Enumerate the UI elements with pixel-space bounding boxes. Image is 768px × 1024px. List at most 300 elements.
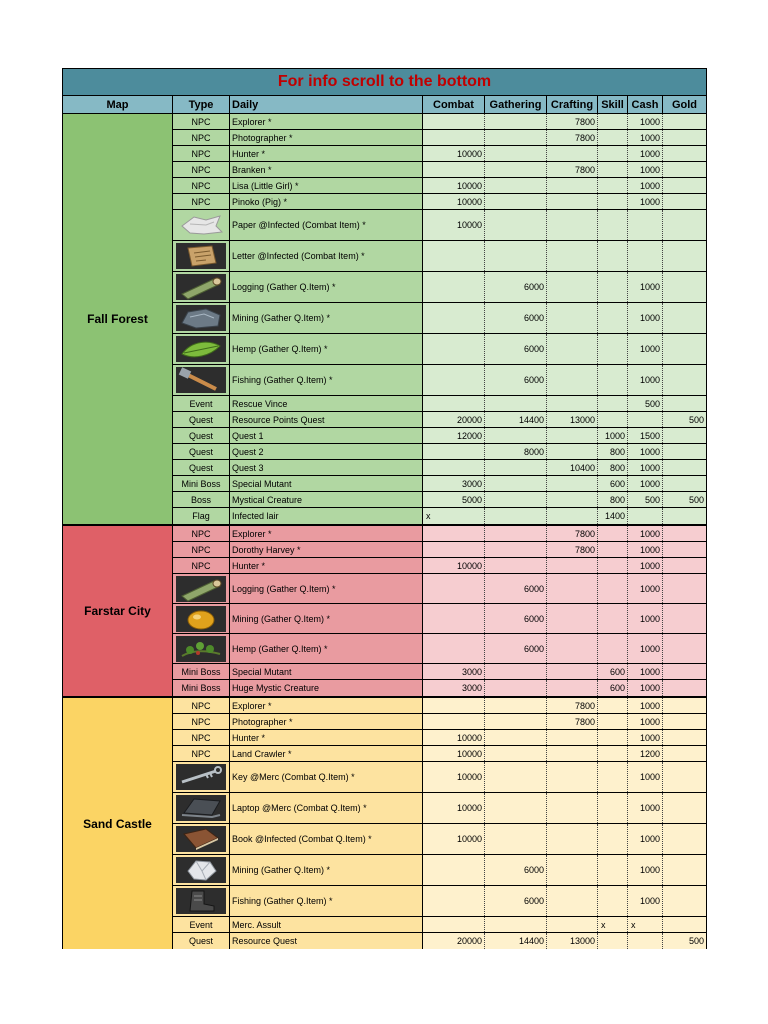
table-row bbox=[173, 762, 706, 793]
crafting-cell bbox=[547, 476, 598, 491]
daily-cell: Infected lair bbox=[230, 508, 423, 524]
cash-cell bbox=[628, 508, 663, 524]
table-row bbox=[173, 365, 706, 396]
combat-cell: 10000 bbox=[423, 793, 485, 823]
table-row bbox=[173, 680, 706, 696]
skill-cell bbox=[598, 762, 628, 792]
skill-cell: 600 bbox=[598, 664, 628, 679]
gathering-cell bbox=[485, 824, 547, 854]
cash-cell bbox=[628, 241, 663, 271]
gold-cell bbox=[663, 634, 706, 663]
gold-cell bbox=[663, 886, 706, 916]
crafting-cell bbox=[547, 634, 598, 663]
type-cell: NPC bbox=[173, 162, 230, 177]
type-cell: Mini Boss bbox=[173, 664, 230, 679]
daily-cell: Letter @Infected (Combat Item) * bbox=[230, 241, 423, 271]
gold-cell bbox=[663, 574, 706, 603]
table-row bbox=[173, 698, 706, 714]
daily-cell: Fishing (Gather Q.Item) * bbox=[230, 365, 423, 395]
crafting-cell bbox=[547, 241, 598, 271]
daily-cell: Photographer * bbox=[230, 130, 423, 145]
daily-cell: Explorer * bbox=[230, 698, 423, 713]
combat-cell bbox=[423, 162, 485, 177]
gathering-cell bbox=[485, 162, 547, 177]
gold-cell: 500 bbox=[663, 933, 706, 949]
gathering-cell: 6000 bbox=[485, 855, 547, 885]
letter-icon bbox=[176, 243, 226, 269]
gathering-cell: 6000 bbox=[485, 303, 547, 333]
daily-cell: Dorothy Harvey * bbox=[230, 542, 423, 557]
combat-cell bbox=[423, 542, 485, 557]
table-row bbox=[173, 574, 706, 604]
gathering-cell: 14400 bbox=[485, 412, 547, 427]
combat-cell bbox=[423, 634, 485, 663]
map-section bbox=[63, 114, 706, 526]
item-icon-cell bbox=[173, 272, 230, 302]
daily-cell: Quest 2 bbox=[230, 444, 423, 459]
combat-cell: 3000 bbox=[423, 476, 485, 491]
skill-cell bbox=[598, 162, 628, 177]
daily-cell: Branken * bbox=[230, 162, 423, 177]
type-cell: Event bbox=[173, 917, 230, 932]
gathering-cell bbox=[485, 194, 547, 209]
header-cash: Cash bbox=[628, 96, 663, 113]
daily-cell: Key @Merc (Combat Q.Item) * bbox=[230, 762, 423, 792]
table-row bbox=[173, 492, 706, 508]
item-icon-cell bbox=[173, 365, 230, 395]
daily-cell: Merc. Assult bbox=[230, 917, 423, 932]
gold-cell bbox=[663, 664, 706, 679]
skill-cell bbox=[598, 558, 628, 573]
table-row bbox=[173, 793, 706, 824]
table-row bbox=[173, 604, 706, 634]
type-cell: Quest bbox=[173, 412, 230, 427]
gathering-cell bbox=[485, 114, 547, 129]
cash-cell: 1000 bbox=[628, 730, 663, 745]
table-row bbox=[173, 933, 706, 949]
crafting-cell bbox=[547, 558, 598, 573]
table-row bbox=[173, 303, 706, 334]
gathering-cell bbox=[485, 508, 547, 524]
daily-cell: Quest 3 bbox=[230, 460, 423, 475]
daily-cell: Resource Points Quest bbox=[230, 412, 423, 427]
gold-cell bbox=[663, 178, 706, 193]
gathering-cell bbox=[485, 428, 547, 443]
table-row bbox=[173, 444, 706, 460]
combat-cell: 10000 bbox=[423, 762, 485, 792]
daily-cell: Special Mutant bbox=[230, 476, 423, 491]
cash-cell: 1000 bbox=[628, 542, 663, 557]
item-icon-cell bbox=[173, 886, 230, 916]
crafting-cell: 7800 bbox=[547, 114, 598, 129]
daily-cell: Mining (Gather Q.Item) * bbox=[230, 604, 423, 633]
gathering-cell bbox=[485, 210, 547, 240]
daily-cell: Lisa (Little Girl) * bbox=[230, 178, 423, 193]
gold-cell bbox=[663, 114, 706, 129]
table-row bbox=[173, 178, 706, 194]
gold-cell bbox=[663, 558, 706, 573]
header-daily: Daily bbox=[230, 96, 423, 113]
combat-cell bbox=[423, 334, 485, 364]
gathering-cell bbox=[485, 762, 547, 792]
gold-cell bbox=[663, 824, 706, 854]
cash-cell: 1000 bbox=[628, 162, 663, 177]
crafting-cell bbox=[547, 855, 598, 885]
skill-cell bbox=[598, 714, 628, 729]
crafting-cell bbox=[547, 178, 598, 193]
gold-cell bbox=[663, 194, 706, 209]
table-row bbox=[173, 746, 706, 762]
combat-cell bbox=[423, 272, 485, 302]
type-cell: NPC bbox=[173, 698, 230, 713]
boot-icon bbox=[176, 888, 226, 914]
daily-cell: Hunter * bbox=[230, 730, 423, 745]
gathering-cell bbox=[485, 680, 547, 696]
cash-cell: 1000 bbox=[628, 886, 663, 916]
type-cell: Event bbox=[173, 396, 230, 411]
daily-cell: Hemp (Gather Q.Item) * bbox=[230, 634, 423, 663]
gathering-cell: 14400 bbox=[485, 933, 547, 949]
table-row bbox=[173, 664, 706, 680]
cash-cell: 1000 bbox=[628, 272, 663, 302]
gathering-cell bbox=[485, 917, 547, 932]
daily-cell: Photographer * bbox=[230, 714, 423, 729]
gold-cell: 500 bbox=[663, 412, 706, 427]
cash-cell: x bbox=[628, 917, 663, 932]
daily-cell: Hunter * bbox=[230, 146, 423, 161]
cash-cell: 1000 bbox=[628, 714, 663, 729]
cash-cell: 500 bbox=[628, 492, 663, 507]
gold-cell bbox=[663, 476, 706, 491]
gold-cell bbox=[663, 210, 706, 240]
cash-cell: 1000 bbox=[628, 855, 663, 885]
crafting-cell bbox=[547, 680, 598, 696]
table-row bbox=[173, 130, 706, 146]
hammer-icon bbox=[176, 367, 226, 393]
gathering-cell bbox=[485, 460, 547, 475]
gold-cell bbox=[663, 698, 706, 713]
crafting-cell bbox=[547, 886, 598, 916]
crafting-cell: 7800 bbox=[547, 698, 598, 713]
crafting-cell bbox=[547, 146, 598, 161]
skill-cell: 600 bbox=[598, 680, 628, 696]
cash-cell: 1000 bbox=[628, 634, 663, 663]
daily-cell: Rescue Vince bbox=[230, 396, 423, 411]
gold-cell bbox=[663, 762, 706, 792]
skill-cell bbox=[598, 855, 628, 885]
skill-cell bbox=[598, 396, 628, 411]
crafting-cell bbox=[547, 334, 598, 364]
table-row bbox=[173, 730, 706, 746]
crafting-cell bbox=[547, 303, 598, 333]
type-cell: Mini Boss bbox=[173, 476, 230, 491]
crafting-cell: 13000 bbox=[547, 933, 598, 949]
gathering-cell: 8000 bbox=[485, 444, 547, 459]
daily-cell: Hemp (Gather Q.Item) * bbox=[230, 334, 423, 364]
gold-cell bbox=[663, 396, 706, 411]
gathering-cell bbox=[485, 476, 547, 491]
cash-cell bbox=[628, 933, 663, 949]
skill-cell bbox=[598, 412, 628, 427]
skill-cell bbox=[598, 886, 628, 916]
type-cell: Quest bbox=[173, 444, 230, 459]
book-icon bbox=[176, 826, 226, 852]
log-icon bbox=[176, 576, 226, 602]
daily-cell: Resource Quest bbox=[230, 933, 423, 949]
crystal-icon bbox=[176, 857, 226, 883]
table-row bbox=[173, 886, 706, 917]
crafting-cell bbox=[547, 508, 598, 524]
table-body bbox=[63, 114, 706, 949]
cash-cell: 1000 bbox=[628, 114, 663, 129]
gold-cell bbox=[663, 917, 706, 932]
crafting-cell: 7800 bbox=[547, 542, 598, 557]
skill-cell: 800 bbox=[598, 444, 628, 459]
header-gathering: Gathering bbox=[485, 96, 547, 113]
item-icon-cell bbox=[173, 824, 230, 854]
combat-cell: 10000 bbox=[423, 746, 485, 761]
gold-cell bbox=[663, 334, 706, 364]
table-row bbox=[173, 558, 706, 574]
gathering-cell bbox=[485, 492, 547, 507]
map-name: Fall Forest bbox=[63, 114, 173, 524]
combat-cell: 10000 bbox=[423, 824, 485, 854]
header-skill: Skill bbox=[598, 96, 628, 113]
combat-cell: 3000 bbox=[423, 680, 485, 696]
map-section bbox=[63, 526, 706, 698]
cash-cell bbox=[628, 210, 663, 240]
gold-cell bbox=[663, 162, 706, 177]
cash-cell: 1000 bbox=[628, 130, 663, 145]
gold-cell: 500 bbox=[663, 492, 706, 507]
crafting-cell: 7800 bbox=[547, 714, 598, 729]
gold-cell bbox=[663, 604, 706, 633]
combat-cell bbox=[423, 130, 485, 145]
section-rows bbox=[173, 526, 706, 696]
crafting-cell bbox=[547, 604, 598, 633]
combat-cell: 10000 bbox=[423, 558, 485, 573]
crafting-cell bbox=[547, 917, 598, 932]
crafting-cell bbox=[547, 396, 598, 411]
skill-cell bbox=[598, 272, 628, 302]
paper-icon bbox=[176, 212, 226, 238]
log-icon bbox=[176, 274, 226, 300]
header-type: Type bbox=[173, 96, 230, 113]
combat-cell: 10000 bbox=[423, 194, 485, 209]
title-bar bbox=[63, 69, 706, 96]
gathering-cell bbox=[485, 396, 547, 411]
type-cell: Quest bbox=[173, 933, 230, 949]
spreadsheet bbox=[62, 68, 707, 949]
daily-cell: Fishing (Gather Q.Item) * bbox=[230, 886, 423, 916]
gathering-cell bbox=[485, 241, 547, 271]
cash-cell: 1000 bbox=[628, 574, 663, 603]
skill-cell: 800 bbox=[598, 492, 628, 507]
table-row bbox=[173, 542, 706, 558]
gold-cell bbox=[663, 241, 706, 271]
table-row bbox=[173, 412, 706, 428]
skill-cell bbox=[598, 746, 628, 761]
gold-cell bbox=[663, 365, 706, 395]
cash-cell: 1000 bbox=[628, 365, 663, 395]
table-row bbox=[173, 114, 706, 130]
daily-cell: Explorer * bbox=[230, 526, 423, 541]
item-icon-cell bbox=[173, 241, 230, 271]
cash-cell: 1000 bbox=[628, 558, 663, 573]
crafting-cell bbox=[547, 365, 598, 395]
daily-cell: Book @Infected (Combat Q.Item) * bbox=[230, 824, 423, 854]
daily-cell: Special Mutant bbox=[230, 664, 423, 679]
gathering-cell: 6000 bbox=[485, 365, 547, 395]
cash-cell: 1000 bbox=[628, 194, 663, 209]
crafting-cell: 10400 bbox=[547, 460, 598, 475]
section-rows bbox=[173, 698, 706, 949]
crafting-cell bbox=[547, 444, 598, 459]
combat-cell: 3000 bbox=[423, 664, 485, 679]
type-cell: NPC bbox=[173, 746, 230, 761]
combat-cell bbox=[423, 698, 485, 713]
item-icon-cell bbox=[173, 855, 230, 885]
skill-cell bbox=[598, 146, 628, 161]
key-icon bbox=[176, 764, 226, 790]
cash-cell: 500 bbox=[628, 396, 663, 411]
skill-cell bbox=[598, 178, 628, 193]
crafting-cell: 7800 bbox=[547, 130, 598, 145]
cash-cell: 1000 bbox=[628, 793, 663, 823]
table-row bbox=[173, 508, 706, 524]
type-cell: NPC bbox=[173, 558, 230, 573]
cash-cell: 1000 bbox=[628, 698, 663, 713]
type-cell: Flag bbox=[173, 508, 230, 524]
type-cell: Quest bbox=[173, 460, 230, 475]
header-crafting: Crafting bbox=[547, 96, 598, 113]
daily-cell: Mining (Gather Q.Item) * bbox=[230, 855, 423, 885]
cash-cell: 1200 bbox=[628, 746, 663, 761]
gold-cell bbox=[663, 130, 706, 145]
combat-cell: 5000 bbox=[423, 492, 485, 507]
daily-cell: Logging (Gather Q.Item) * bbox=[230, 272, 423, 302]
skill-cell bbox=[598, 698, 628, 713]
skill-cell: 1000 bbox=[598, 428, 628, 443]
crafting-cell bbox=[547, 210, 598, 240]
daily-cell: Quest 1 bbox=[230, 428, 423, 443]
type-cell: Quest bbox=[173, 428, 230, 443]
gold-cell bbox=[663, 714, 706, 729]
cash-cell: 1000 bbox=[628, 178, 663, 193]
map-name: Farstar City bbox=[63, 526, 173, 696]
map-section bbox=[63, 698, 706, 949]
gathering-cell bbox=[485, 178, 547, 193]
section-rows bbox=[173, 114, 706, 524]
type-cell: NPC bbox=[173, 130, 230, 145]
type-cell: NPC bbox=[173, 114, 230, 129]
gold-cell bbox=[663, 303, 706, 333]
crafting-cell bbox=[547, 664, 598, 679]
cash-cell: 1000 bbox=[628, 334, 663, 364]
table-row bbox=[173, 146, 706, 162]
combat-cell bbox=[423, 604, 485, 633]
gold-cell bbox=[663, 526, 706, 541]
combat-cell: 10000 bbox=[423, 178, 485, 193]
type-cell: Boss bbox=[173, 492, 230, 507]
cash-cell: 1000 bbox=[628, 146, 663, 161]
gold-cell bbox=[663, 542, 706, 557]
type-cell: NPC bbox=[173, 146, 230, 161]
type-cell: NPC bbox=[173, 194, 230, 209]
crafting-cell: 7800 bbox=[547, 162, 598, 177]
cash-cell: 1000 bbox=[628, 476, 663, 491]
table-row bbox=[173, 210, 706, 241]
combat-cell bbox=[423, 396, 485, 411]
combat-cell: 10000 bbox=[423, 146, 485, 161]
header-combat: Combat bbox=[423, 96, 485, 113]
header-row bbox=[63, 96, 706, 114]
crafting-cell bbox=[547, 746, 598, 761]
table-row bbox=[173, 460, 706, 476]
header-gold: Gold bbox=[671, 98, 698, 111]
skill-cell bbox=[598, 793, 628, 823]
daily-cell: Mystical Creature bbox=[230, 492, 423, 507]
gold-cell bbox=[663, 855, 706, 885]
sheet-title: For info scroll to the bottom bbox=[277, 73, 492, 90]
gathering-cell bbox=[485, 793, 547, 823]
gathering-cell bbox=[485, 698, 547, 713]
crafting-cell bbox=[547, 793, 598, 823]
item-icon-cell bbox=[173, 210, 230, 240]
type-cell: NPC bbox=[173, 730, 230, 745]
daily-cell: Logging (Gather Q.Item) * bbox=[230, 574, 423, 603]
cash-cell: 1000 bbox=[628, 664, 663, 679]
table-row bbox=[173, 334, 706, 365]
skill-cell bbox=[598, 824, 628, 854]
crafting-cell bbox=[547, 730, 598, 745]
combat-cell bbox=[423, 365, 485, 395]
combat-cell bbox=[423, 917, 485, 932]
cash-cell: 1000 bbox=[628, 824, 663, 854]
type-cell: Mini Boss bbox=[173, 680, 230, 696]
item-icon-cell bbox=[173, 762, 230, 792]
daily-cell: Land Crawler * bbox=[230, 746, 423, 761]
gathering-cell bbox=[485, 542, 547, 557]
combat-cell: 20000 bbox=[423, 412, 485, 427]
combat-cell bbox=[423, 303, 485, 333]
combat-cell: 12000 bbox=[423, 428, 485, 443]
combat-cell: 20000 bbox=[423, 933, 485, 949]
ore-icon bbox=[176, 305, 226, 331]
skill-cell: x bbox=[598, 917, 628, 932]
gathering-cell bbox=[485, 526, 547, 541]
cash-cell: 1000 bbox=[628, 604, 663, 633]
skill-cell bbox=[598, 194, 628, 209]
skill-cell bbox=[598, 542, 628, 557]
type-cell: NPC bbox=[173, 542, 230, 557]
cash-cell: 1000 bbox=[628, 680, 663, 696]
skill-cell bbox=[598, 604, 628, 633]
gathering-cell: 6000 bbox=[485, 634, 547, 663]
table-row bbox=[173, 241, 706, 272]
daily-cell: Laptop @Merc (Combat Q.Item) * bbox=[230, 793, 423, 823]
table-row bbox=[173, 917, 706, 933]
gathering-cell bbox=[485, 730, 547, 745]
table-row bbox=[173, 824, 706, 855]
laptop-icon bbox=[176, 795, 226, 821]
daily-cell: Paper @Infected (Combat Item) * bbox=[230, 210, 423, 240]
gathering-cell: 6000 bbox=[485, 574, 547, 603]
daily-cell: Explorer * bbox=[230, 114, 423, 129]
gathering-cell: 6000 bbox=[485, 886, 547, 916]
combat-cell: x bbox=[423, 508, 485, 524]
combat-cell bbox=[423, 241, 485, 271]
